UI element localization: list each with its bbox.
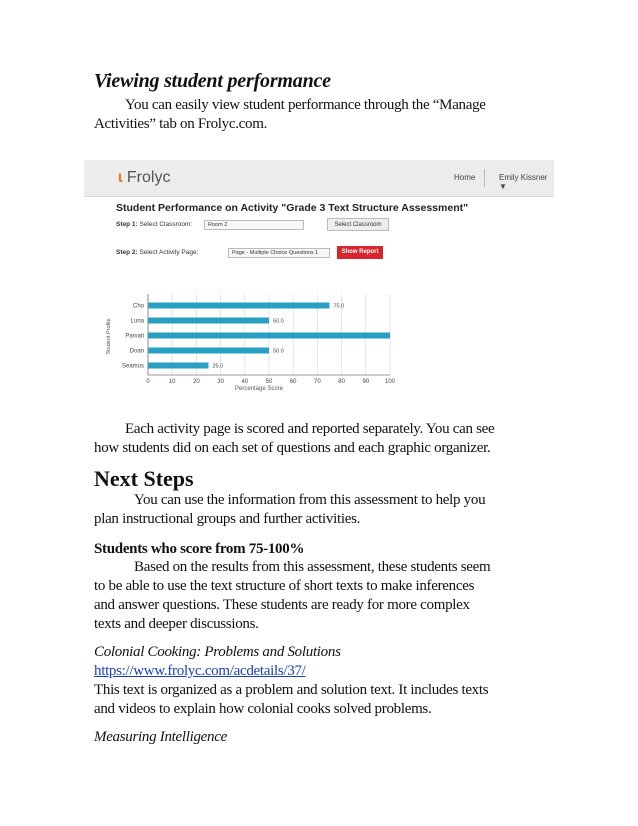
resource1-link[interactable]: https://www.frolyc.com/acdetails/37/ [94, 663, 306, 679]
performance-chart [84, 268, 554, 392]
step1-label: Step 1: Select Classroom: [116, 221, 193, 228]
page-heading: Viewing student performance [94, 70, 331, 92]
bar-value-label: 50.0 [273, 348, 284, 355]
x-tick-label: 80 [338, 379, 345, 385]
students-line-3: and answer questions. These students are ready for more complex [94, 597, 470, 613]
x-tick-label: 10 [168, 379, 176, 385]
x-tick-label: 100 [384, 379, 396, 385]
x-tick-label: 60 [289, 379, 297, 385]
next-steps-line-2: plan instructional groups and further activities. [94, 511, 361, 527]
students-line-2: to be able to use the text structure of short texts to make inferences [94, 578, 475, 594]
step2-label: Step 2: Select Activity Page: [116, 249, 199, 256]
resource1-title: Colonial Cooking: Problems and Solutions [94, 644, 341, 660]
x-tick-label: 0 [146, 379, 150, 385]
next-steps-line-1: You can use the information from this assessment to help you [134, 492, 486, 508]
x-tick-label: 70 [314, 379, 321, 385]
x-tick-label: 20 [193, 379, 200, 385]
bar [148, 303, 330, 309]
bar [148, 318, 269, 324]
intro-line-2: Activities” tab on Frolyc.com. [94, 116, 268, 132]
category-label: Cho [132, 303, 144, 310]
classroom-select[interactable]: Room 2 [204, 220, 304, 230]
x-tick-label: 30 [217, 379, 224, 385]
nav-home-link[interactable]: Home [454, 173, 476, 182]
resource1-desc-line-1: This text is organized as a problem and solution text. It includes texts [94, 682, 489, 698]
x-tick-label: 90 [362, 379, 370, 385]
x-tick-label: 40 [241, 379, 249, 385]
resource1-desc-line-2: and videos to explain how colonial cooks solved problems. [94, 701, 432, 717]
select-classroom-button[interactable]: Select Classroom [327, 218, 389, 231]
category-label: Luna [130, 318, 144, 325]
para2-line-1: Each activity page is scored and reported separately. You can see [125, 421, 495, 437]
x-axis-title: Percentage Score [234, 386, 284, 392]
frolyc-screenshot [84, 160, 554, 392]
bar [148, 333, 390, 339]
score-range-subheading: Students who score from 75-100% [94, 541, 305, 557]
nav-divider [484, 169, 485, 187]
intro-line-1: You can easily view student performance through the “Manage [125, 97, 486, 113]
bar [148, 348, 269, 354]
bar-value-label: 25.0 [212, 363, 224, 370]
logo-text: Frolyc [126, 169, 171, 186]
frolyc-logo [118, 169, 170, 187]
category-label: Parvati [125, 333, 144, 340]
report-title: Student Performance on Activity "Grade 3 Text Structure Assessment" [116, 202, 469, 214]
bar-value-label: 75.0 [333, 303, 345, 310]
show-report-button[interactable]: Show Report [337, 246, 383, 259]
bar-value-label: 50.0 [273, 318, 284, 325]
y-axis-title: Student Profile [106, 318, 112, 355]
students-line-4: texts and deeper discussions. [94, 616, 259, 632]
para2-line-2: how students did on each set of questions and each graphic organizer. [94, 440, 491, 456]
bar [148, 363, 209, 369]
x-tick-label: 50 [265, 379, 273, 385]
resource2-title: Measuring Intelligence [94, 729, 227, 745]
category-label: Seamus [121, 363, 144, 370]
next-steps-heading: Next Steps [94, 466, 194, 491]
students-line-1: Based on the results from this assessment, these students seem [134, 559, 491, 575]
logo-mark-icon: ɩ [118, 169, 123, 186]
nav-user-menu[interactable]: Emily Kissner ▼ [499, 173, 548, 191]
activity-page-select[interactable]: Page - Multiple Choice Questions 1 [228, 248, 330, 258]
category-label: Doan [129, 348, 144, 355]
